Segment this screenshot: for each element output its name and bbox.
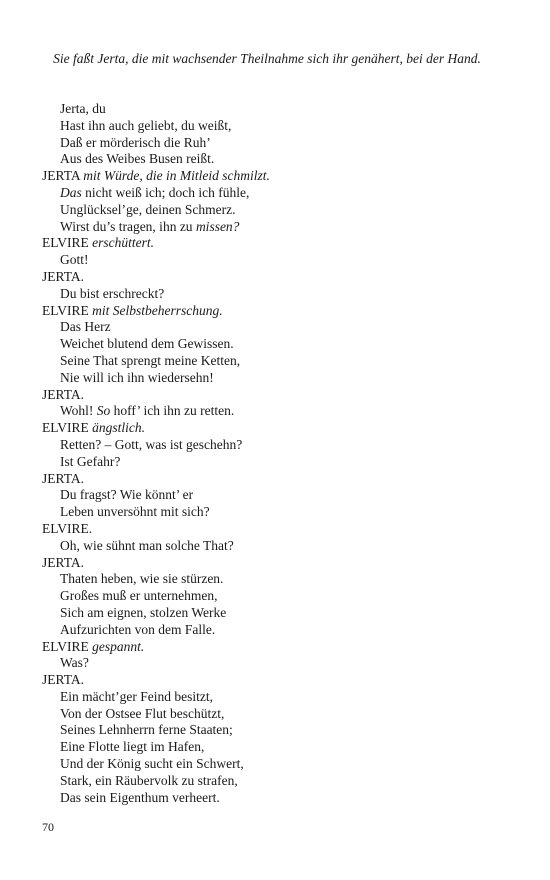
verse-text: Und der König sucht ein Schwert, <box>60 756 244 772</box>
speaker-name: JERTA. <box>42 470 84 486</box>
verse-text: Eine Flotte liegt im Hafen, <box>60 739 205 755</box>
verse-text: Ist Gefahr? <box>60 453 121 469</box>
verse-text: Gott! <box>60 252 89 268</box>
verse-line <box>42 655 502 672</box>
speaker-name: JERTA. <box>42 386 84 402</box>
verse-text: Das Herz <box>60 319 111 335</box>
verse-text: Jerta, du <box>60 101 106 116</box>
verse-line <box>42 706 502 723</box>
verse-line <box>42 454 502 471</box>
speaker-line <box>42 303 502 320</box>
verse-line <box>42 790 502 807</box>
verse-emphasis: So <box>96 403 111 419</box>
verse-text: Aufzurichten von dem Falle. <box>60 621 216 637</box>
verse-text: Oh, wie sühnt man solche That? <box>60 537 234 553</box>
verse-line <box>42 622 502 639</box>
verse-line <box>42 151 502 168</box>
speaker-direction: mit Würde, die in Mitleid schmilzt. <box>83 168 270 184</box>
speaker-name: ELVIRE. <box>42 520 93 536</box>
verse-text: Retten? – Gott, was ist geschehn? <box>60 436 243 452</box>
verse-text: Was? <box>60 655 89 671</box>
speaker-direction: gespannt. <box>92 638 145 654</box>
verse-line <box>42 437 502 454</box>
speaker-line <box>42 639 502 656</box>
verse-line <box>42 403 502 420</box>
verse-line <box>42 286 502 303</box>
verse-emphasis: missen? <box>195 218 240 234</box>
speaker-name: JERTA. <box>42 672 84 688</box>
speaker-line <box>42 471 502 488</box>
stage-direction: Sie faßt Jerta, die mit wachsender Theilnahme sich ihr genähert, bei der Hand. <box>53 51 481 66</box>
verse-line <box>42 504 502 521</box>
verse-text: Leben unversöhnt mit sich? <box>60 504 210 520</box>
verse-line <box>42 487 502 504</box>
speaker-direction: erschüttert. <box>92 235 154 251</box>
verse-text: Thaten heben, wie sie stürzen. <box>60 571 224 587</box>
verse-text: Großes muß er unternehmen, <box>60 588 218 604</box>
verse-text: Aus des Weibes Busen reißt. <box>60 151 215 167</box>
verse-text: Nie will ich ihn wiedersehn! <box>60 369 214 385</box>
verse-text: Das sein Eigenthum verheert. <box>60 789 220 805</box>
speaker-name: ELVIRE <box>42 235 89 251</box>
speaker-line <box>42 555 502 572</box>
verse-line <box>42 118 502 135</box>
verse-line <box>42 353 502 370</box>
speaker-line <box>42 521 502 538</box>
play-text <box>42 101 502 806</box>
verse-text: Hast ihn auch geliebt, du weißt, <box>60 117 232 133</box>
verse-line <box>42 135 502 152</box>
verse-line <box>42 739 502 756</box>
verse-text: Stark, ein Räubervolk zu strafen, <box>60 772 238 788</box>
verse-line <box>42 773 502 790</box>
verse-text: nicht weiß ich; doch ich fühle, <box>81 184 250 200</box>
speaker-name: JERTA <box>42 168 80 184</box>
verse-text: Seines Lehnherrn ferne Staaten; <box>60 722 233 738</box>
verse-line <box>42 101 502 118</box>
verse-text: Seine That sprengt meine Ketten, <box>60 352 241 368</box>
verse-line <box>42 202 502 219</box>
speaker-line <box>42 168 502 185</box>
verse-line <box>42 588 502 605</box>
verse-text: Du bist erschreckt? <box>60 285 165 301</box>
verse-line <box>42 336 502 353</box>
verse-text: Weichet blutend dem Gewissen. <box>60 336 234 352</box>
speaker-name: JERTA. <box>42 268 84 284</box>
speaker-direction: ängstlich. <box>92 420 145 436</box>
verse-text: Wirst du’s tragen, ihn zu <box>60 218 196 234</box>
verse-line <box>42 185 502 202</box>
speaker-name: ELVIRE <box>42 420 89 436</box>
speaker-name: ELVIRE <box>42 302 89 318</box>
verse-line <box>42 252 502 269</box>
verse-line <box>42 571 502 588</box>
speaker-line <box>42 420 502 437</box>
verse-line <box>42 370 502 387</box>
verse-text: Du fragst? Wie könnt’ er <box>60 487 194 503</box>
speaker-line <box>42 269 502 286</box>
verse-line <box>42 605 502 622</box>
verse-line <box>42 756 502 773</box>
verse-line <box>42 319 502 336</box>
verse-text: hoff’ ich ihn zu retten. <box>110 403 235 419</box>
verse-text: Ein mächt’ger Feind besitzt, <box>60 688 213 704</box>
verse-text: Sich am eignen, stolzen Werke <box>60 604 227 620</box>
verse-text: Unglücksel’ge, deinen Schmerz. <box>60 201 236 217</box>
speaker-name: ELVIRE <box>42 638 89 654</box>
page-number: 70 <box>42 820 54 834</box>
verse-text: Von der Ostsee Flut beschützt, <box>60 705 225 721</box>
speaker-line <box>42 235 502 252</box>
verse-line <box>42 722 502 739</box>
speaker-line <box>42 387 502 404</box>
verse-text: Daß er mörderisch die Ruh’ <box>60 134 211 150</box>
speaker-direction: mit Selbstbeherrschung. <box>92 302 223 318</box>
verse-line <box>42 538 502 555</box>
verse-line <box>42 689 502 706</box>
speaker-line <box>42 672 502 689</box>
verse-text: Wohl! <box>60 403 97 419</box>
speaker-name: JERTA. <box>42 554 84 570</box>
verse-line <box>42 219 502 236</box>
verse-emphasis: Das <box>60 184 82 200</box>
